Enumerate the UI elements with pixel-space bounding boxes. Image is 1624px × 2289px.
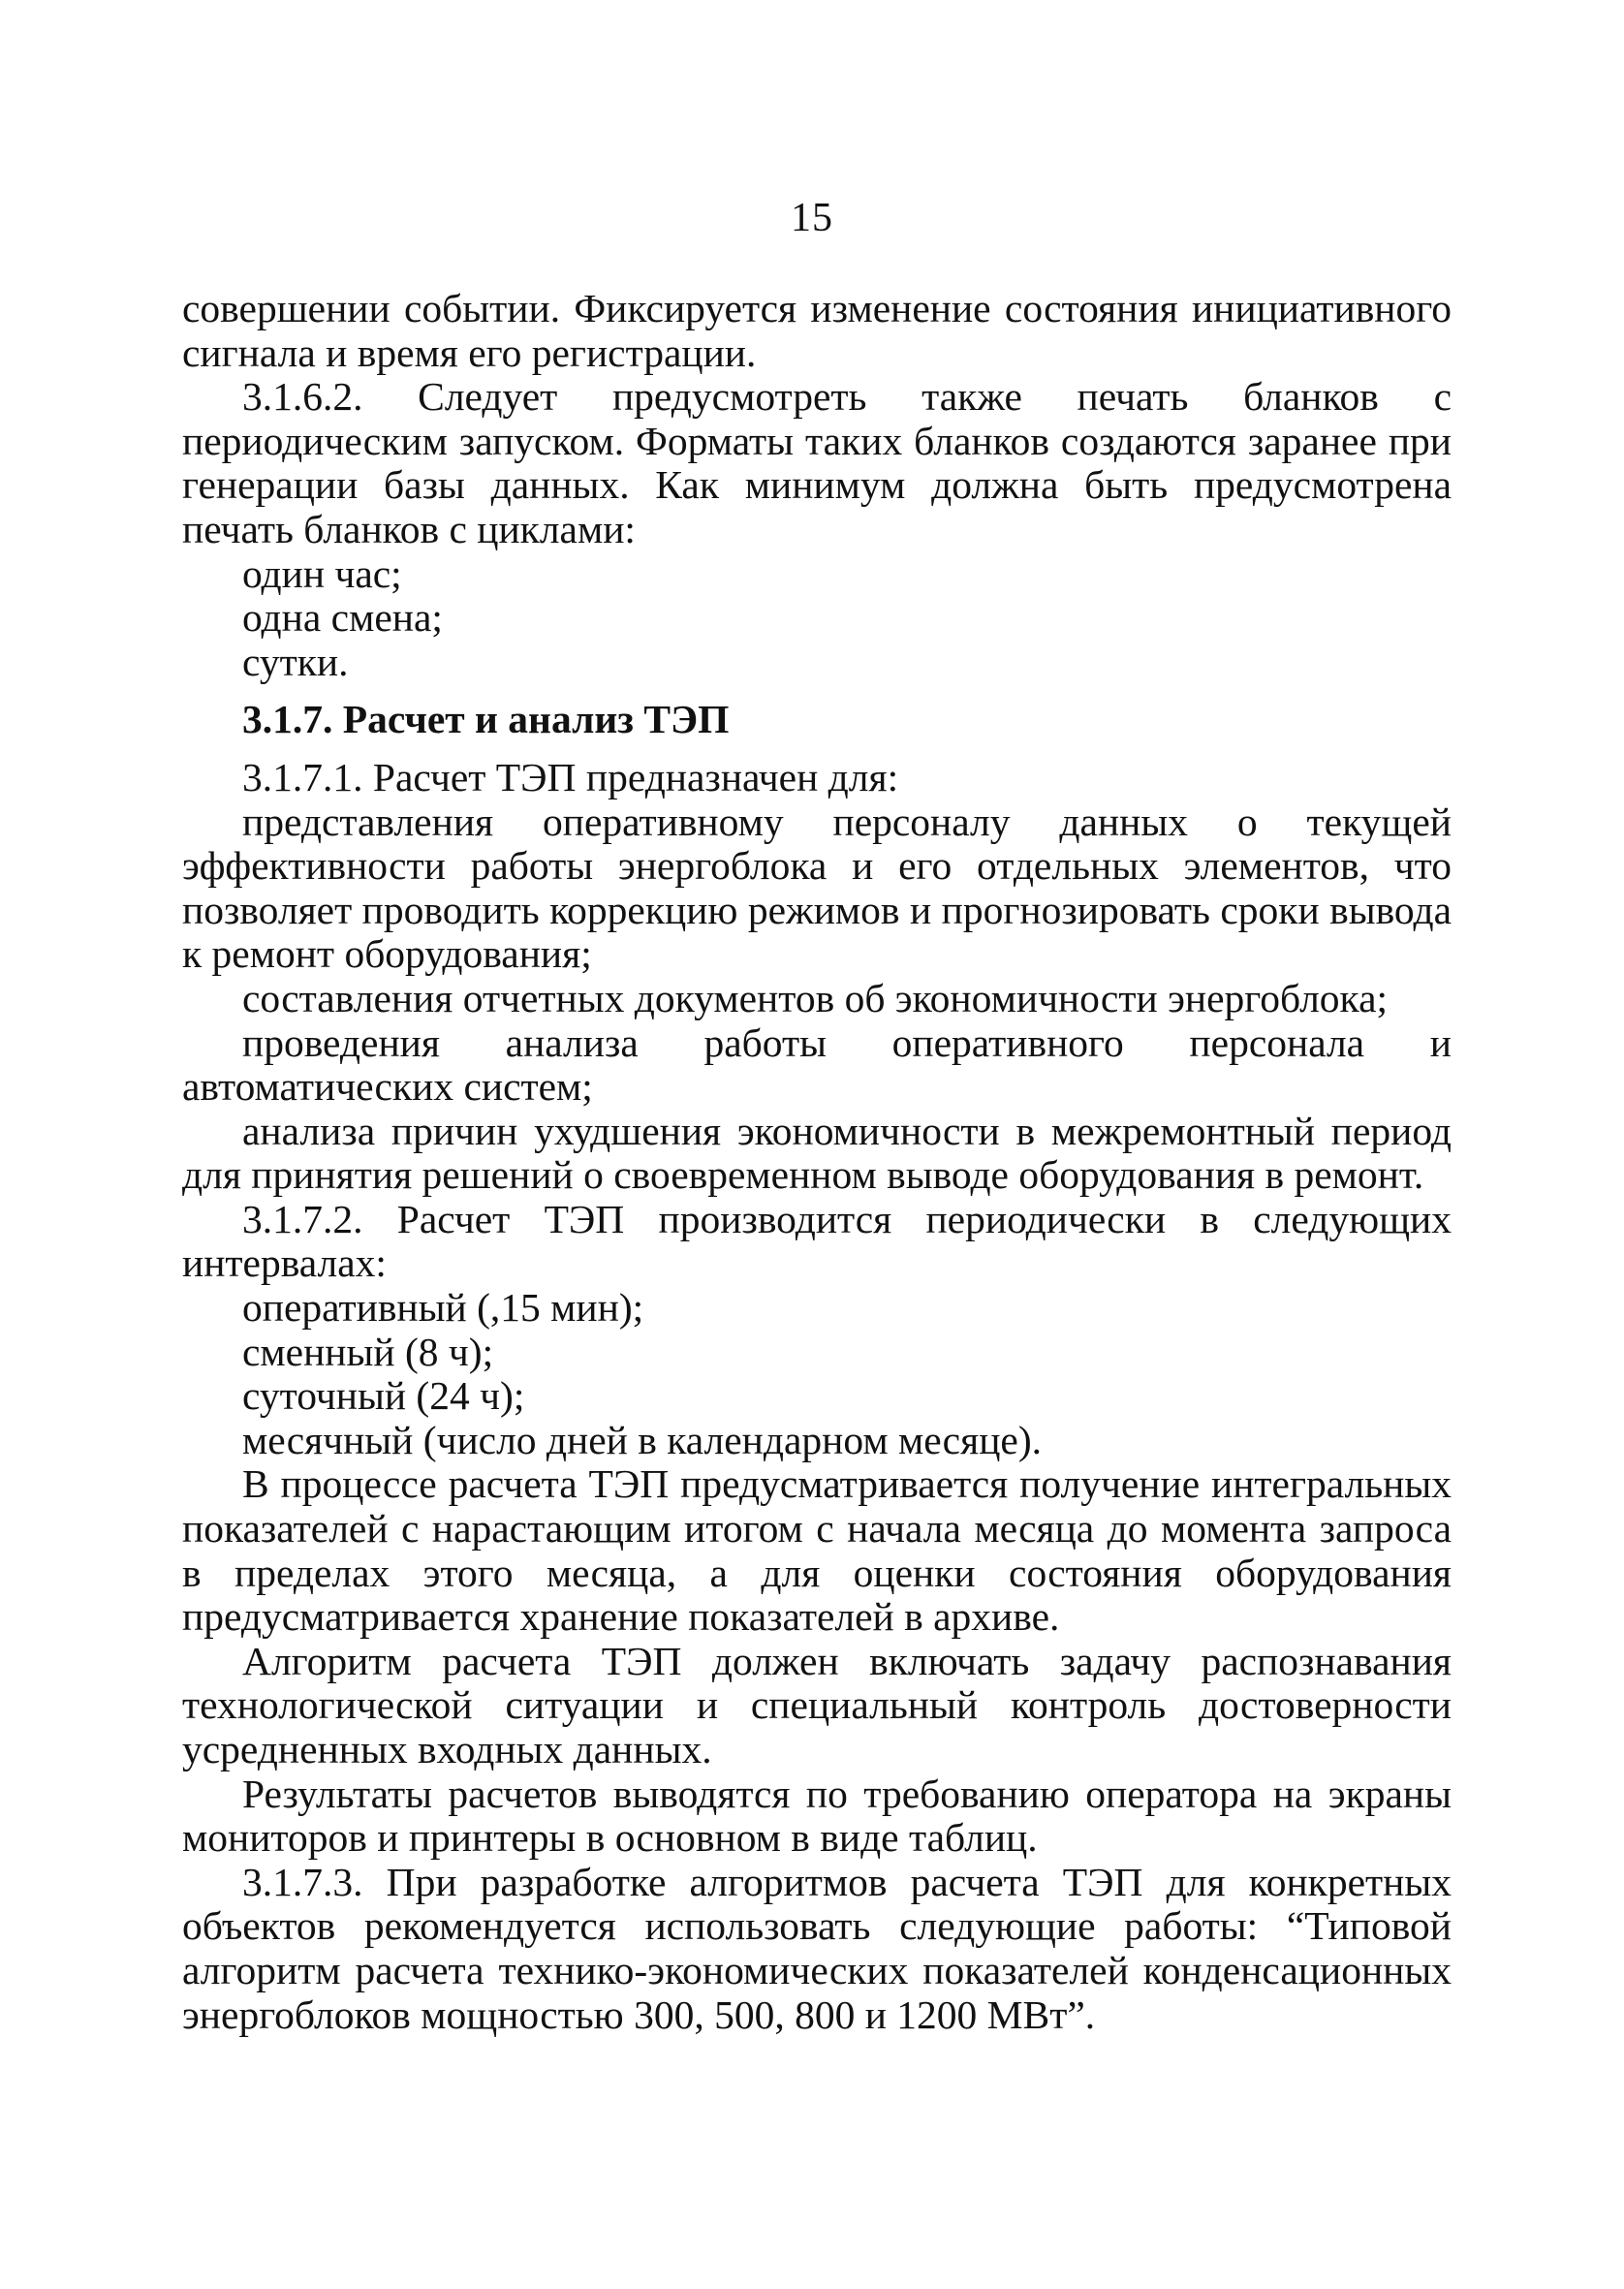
paragraph-results: Результаты расчетов выводятся по требованию оператора на экраны мониторов и принтеры в основном в виде таблиц. bbox=[182, 1771, 1452, 1861]
paragraph-3-1-7-3: 3.1.7.3. При разработке алгоритмов расчета ТЭП для конкретных объектов рекомендуется использовать следующие работы: “Типовой алгоритм расчета технико-экономических показателей конденсационных энергоблоков мощностью 300, 500, 800 и 1200 МВт”. bbox=[182, 1859, 1452, 2037]
paragraph-3-1-6-2: 3.1.6.2. Следует предусмотреть также печать бланков с периодическим запуском. Форматы таких бланков создаются заранее при генерации базы данных. Как минимум должна быть предусмотрена печать бланков с циклами: bbox=[182, 374, 1452, 551]
list-item-one-hour: один час; bbox=[242, 550, 402, 596]
list-item-analysis-personnel: проведения анализа работы оперативного персонала и автоматических систем; bbox=[182, 1019, 1452, 1110]
paragraph-algorithm: Алгоритм расчета ТЭП должен включать задачу распознавания технологической ситуации и специальный контроль достоверности усредненных входных данных. bbox=[182, 1638, 1452, 1772]
paragraph-integral-indicators: В процессе расчета ТЭП предусматривается получение интегральных показателей с нарастающим итогом с начала месяца до момента запроса в пределах этого месяца, а для оценки состояния оборудования предусматривается хранение показателей в архиве. bbox=[182, 1461, 1452, 1640]
list-item-daily: суточный (24 ч); bbox=[242, 1373, 525, 1419]
paragraph-continuation: совершении событии. Фиксируется изменение состояния инициативного сигнала и время его регистрации. bbox=[182, 286, 1452, 375]
list-item-monthly: месячный (число дней в календарном месяце). bbox=[242, 1417, 1043, 1462]
list-item-reports: составления отчетных документов об экономичности энергоблока; bbox=[242, 975, 1389, 1020]
list-item-analysis-causes: анализа причин ухудшения экономичности в межремонтный период для принятия решений о своевременном выводе оборудования в ремонт. bbox=[182, 1108, 1452, 1198]
body-text bbox=[182, 287, 1452, 2037]
list-item-operative: оперативный (,15 мин); bbox=[242, 1285, 644, 1331]
page-number: 15 bbox=[791, 196, 833, 240]
list-item-day: сутки. bbox=[242, 639, 349, 684]
list-item-representation: представления оперативному персоналу данных о текущей эффективности работы энергоблока и его отдельных элементов, что позволяет проводить коррекцию режимов и прогнозировать сроки вывода к ремонт оборудования; bbox=[182, 799, 1452, 977]
list-item-shift: сменный (8 ч); bbox=[242, 1329, 494, 1374]
list-item-one-shift: одна смена; bbox=[242, 595, 443, 641]
section-heading-3-1-7: 3.1.7. Расчет и анализ ТЭП bbox=[242, 697, 730, 742]
paragraph-3-1-7-2: 3.1.7.2. Расчет ТЭП производится периодически в следующих интервалах: bbox=[182, 1196, 1452, 1286]
paragraph-3-1-7-1: 3.1.7.1. Расчет ТЭП предназначен для: bbox=[242, 754, 899, 800]
